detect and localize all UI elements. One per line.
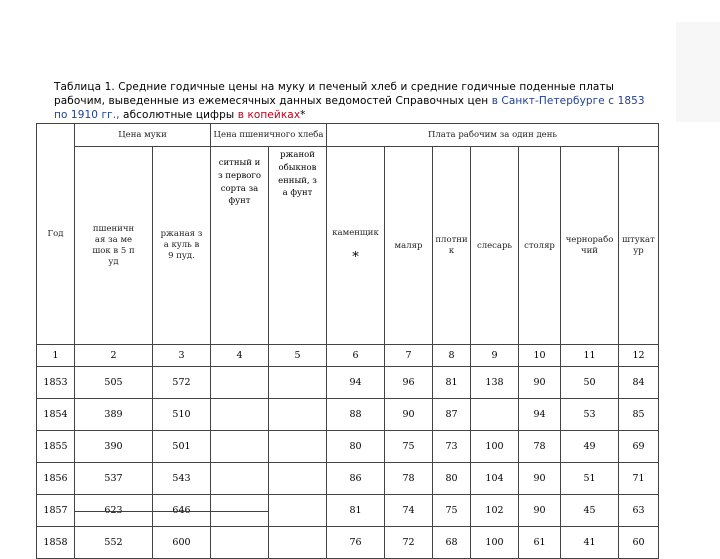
caption-line3-mid: абсолютные цифры	[119, 109, 238, 121]
caption-footnote-mark: *	[300, 109, 306, 121]
cell: 501	[153, 431, 211, 463]
cell: 94	[519, 399, 561, 431]
cell	[269, 399, 327, 431]
column-number: 12	[619, 345, 659, 367]
column-number: 4	[211, 345, 269, 367]
cell: 600	[153, 527, 211, 559]
cell: 76	[327, 527, 385, 559]
cell	[269, 495, 327, 527]
cell: 74	[385, 495, 433, 527]
cell: 537	[75, 463, 153, 495]
cell: 69	[619, 431, 659, 463]
column-number: 5	[269, 345, 327, 367]
table-row	[37, 463, 659, 495]
cell-year: 1856	[37, 463, 75, 495]
column-number-row	[37, 345, 659, 367]
column-number: 8	[433, 345, 471, 367]
red-strike-line	[211, 511, 269, 512]
slide-top-band	[0, 0, 720, 22]
cell-struck	[211, 495, 269, 527]
header-joiner: столяр	[519, 147, 561, 345]
cell: 50	[561, 367, 619, 399]
slide-side-strip	[676, 22, 720, 122]
caption-line2: рабочим, выведенные из ежемесячных данных ведомостей Справочных цен	[54, 95, 492, 107]
header-plasterer: штукатур	[619, 147, 659, 345]
caption-line3-period: по 1910 гг.,	[54, 109, 120, 121]
table-row	[37, 367, 659, 399]
red-strike-line	[153, 511, 211, 512]
cell: 71	[619, 463, 659, 495]
cell: 80	[433, 463, 471, 495]
caption-line1: Таблица 1. Средние годичные цены на муку и печеный хлеб и средние годичные поденные платы	[54, 81, 615, 93]
header-mason: каменщик *	[327, 147, 385, 345]
cell: 45	[561, 495, 619, 527]
cell: 543	[153, 463, 211, 495]
cell-year: 1858	[37, 527, 75, 559]
table-row	[37, 527, 659, 559]
header-wheat-flour: пшеничная за мешок в 5 пуд	[75, 147, 153, 345]
header-wheat-bread: ситный из первого сорта за фунт	[211, 147, 269, 345]
cell: 86	[327, 463, 385, 495]
cell: 80	[327, 431, 385, 463]
cell-year: 1853	[37, 367, 75, 399]
column-number: 7	[385, 345, 433, 367]
caption-line2-highlight: в Санкт-Петербурге с 1853	[491, 95, 645, 107]
cell: 572	[153, 367, 211, 399]
cell: 72	[385, 527, 433, 559]
cell: 75	[433, 495, 471, 527]
header-painter: маляр	[385, 147, 433, 345]
cell: 81	[433, 367, 471, 399]
cell-year: 1854	[37, 399, 75, 431]
cell: 102	[471, 495, 519, 527]
cell: 60	[619, 527, 659, 559]
column-number: 1	[37, 345, 75, 367]
cell: 51	[561, 463, 619, 495]
cell: 81	[327, 495, 385, 527]
header-laborer: чернорабочий	[561, 147, 619, 345]
cell: 87	[433, 399, 471, 431]
cell: 104	[471, 463, 519, 495]
cell: 90	[519, 367, 561, 399]
column-number: 11	[561, 345, 619, 367]
header-year: Год	[37, 124, 75, 345]
table-row	[37, 495, 659, 527]
cell: 552	[75, 527, 153, 559]
cell: 100	[471, 431, 519, 463]
cell-struck	[75, 495, 153, 527]
cell: 505	[75, 367, 153, 399]
cell	[269, 367, 327, 399]
column-number: 6	[327, 345, 385, 367]
cell	[211, 367, 269, 399]
cell: 138	[471, 367, 519, 399]
header-group-flour: Цена муки	[75, 124, 211, 147]
column-number: 3	[153, 345, 211, 367]
cell: 90	[385, 399, 433, 431]
table-row	[37, 399, 659, 431]
cell: 75	[385, 431, 433, 463]
cell	[211, 463, 269, 495]
cell: 389	[75, 399, 153, 431]
cell: 96	[385, 367, 433, 399]
header-carpenter: плотник	[433, 147, 471, 345]
cell	[269, 431, 327, 463]
cell: 78	[385, 463, 433, 495]
mason-footnote-mark: *	[352, 249, 359, 265]
cell-value: 623	[104, 505, 123, 516]
cell: 41	[561, 527, 619, 559]
cell: 63	[619, 495, 659, 527]
header-group-bread: Цена пшеничного хлеба	[211, 124, 327, 147]
header-group-wages: Плата рабочим за один день	[327, 124, 659, 147]
cell: 78	[519, 431, 561, 463]
cell: 85	[619, 399, 659, 431]
cell	[269, 527, 327, 559]
header-rye-bread: ржаной обыкновенный, за фунт	[269, 147, 327, 345]
cell: 61	[519, 527, 561, 559]
cell: 90	[519, 463, 561, 495]
cell: 49	[561, 431, 619, 463]
cell: 84	[619, 367, 659, 399]
table-caption	[54, 80, 674, 122]
cell: 88	[327, 399, 385, 431]
column-number: 2	[75, 345, 153, 367]
caption-line3-units: в копейках	[237, 109, 301, 121]
cell: 94	[327, 367, 385, 399]
cell: 73	[433, 431, 471, 463]
cell: 510	[153, 399, 211, 431]
header-locksmith: слесарь	[471, 147, 519, 345]
cell-struck	[153, 495, 211, 527]
cell: 390	[75, 431, 153, 463]
cell: 100	[471, 527, 519, 559]
cell	[269, 463, 327, 495]
cell	[211, 431, 269, 463]
cell	[211, 527, 269, 559]
cell-year: 1857	[37, 495, 75, 527]
prices-wages-table	[36, 123, 659, 559]
cell: 90	[519, 495, 561, 527]
column-number: 9	[471, 345, 519, 367]
red-strike-line	[75, 511, 153, 512]
cell	[471, 399, 519, 431]
cell-year: 1855	[37, 431, 75, 463]
column-number: 10	[519, 345, 561, 367]
table-row	[37, 431, 659, 463]
cell: 68	[433, 527, 471, 559]
cell	[211, 399, 269, 431]
header-rye-flour: ржаная за куль в 9 пуд.	[153, 147, 211, 345]
cell-value: 646	[172, 505, 191, 516]
cell: 53	[561, 399, 619, 431]
